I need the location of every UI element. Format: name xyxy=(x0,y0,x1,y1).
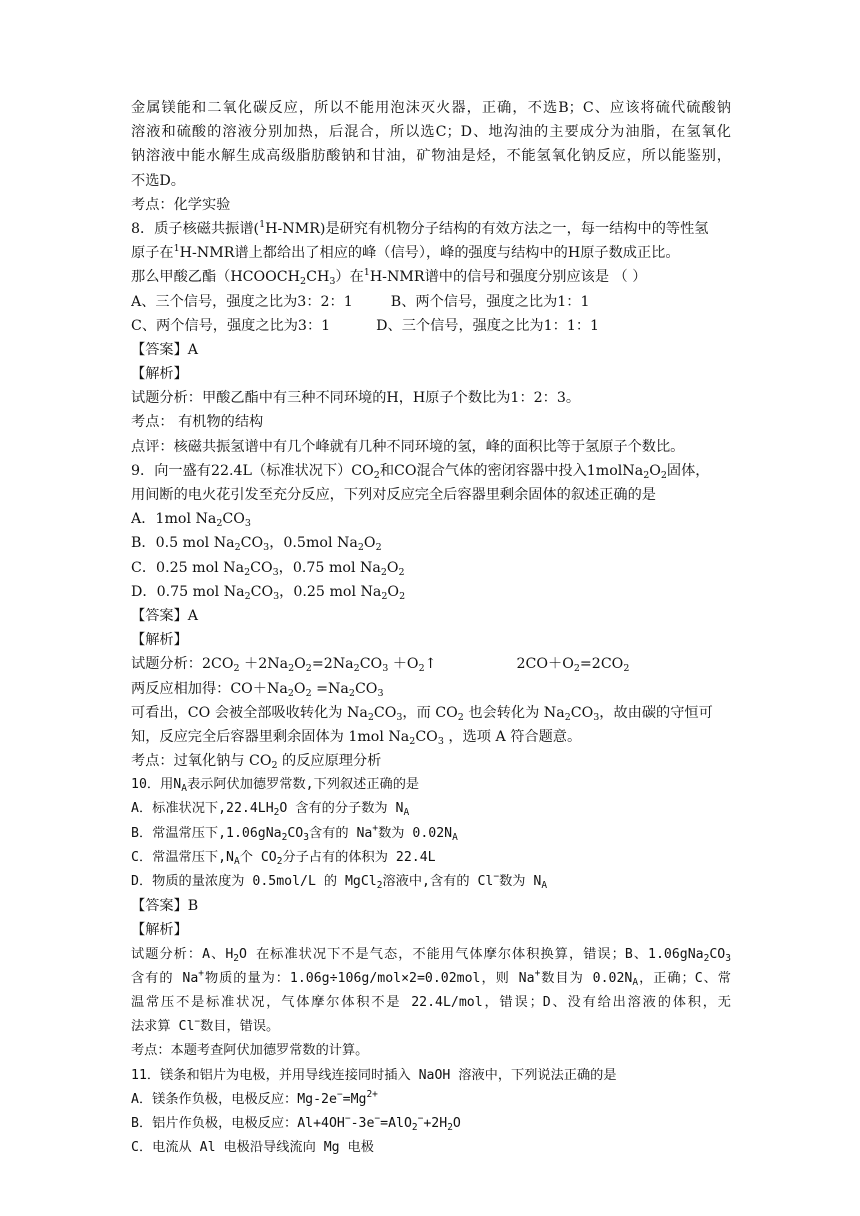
subscript: 3 xyxy=(273,590,280,602)
text: O 在标准状况下不是气态，不能用气体摩尔体积换算，错误；B、1.06gNa xyxy=(239,946,704,962)
option-a: A、三个信号，强度之比为3：2：1 xyxy=(131,293,353,310)
text: =Mg xyxy=(342,1091,367,1107)
text-line xyxy=(131,96,731,120)
text: CO xyxy=(250,583,274,600)
subscript: 3 xyxy=(244,518,251,530)
text: 2CO＋O xyxy=(516,656,574,673)
subscript: 2 xyxy=(447,1121,453,1133)
text: 考点：过氧化钠与 CO xyxy=(131,753,272,770)
text: CO xyxy=(287,825,304,841)
option-c xyxy=(131,846,731,870)
subscript: 2 xyxy=(234,542,241,554)
text: 分子占有的体积为 22.4L xyxy=(282,849,436,865)
equation-line xyxy=(131,652,731,676)
text: N xyxy=(173,777,182,793)
text: CO xyxy=(373,704,397,721)
text: A．镁条作负极，电极反应：Mg-2e xyxy=(131,1091,337,1107)
question-8-stem xyxy=(131,217,731,241)
subscript: 2 xyxy=(643,469,650,481)
text: 数目，错误。 xyxy=(200,1019,280,1035)
text: 【答案】A xyxy=(131,341,198,358)
text: C．电流从 Al 电极沿导线流向 Mg 电极 xyxy=(131,1140,374,1156)
text: A．标准状况下,22.4LH xyxy=(131,801,274,817)
option-c xyxy=(131,1136,731,1160)
text: ，0.75 mol Na xyxy=(278,559,381,576)
analysis-label xyxy=(131,918,731,942)
text: 考点： 有机物的结构 xyxy=(131,414,264,431)
analysis-label xyxy=(131,362,731,386)
text: 试题分析：2CO xyxy=(131,656,234,673)
text: 知，反应完全后容器里剩余固体为 1mol Na xyxy=(131,728,410,745)
subscript: 2 xyxy=(300,276,307,288)
text-line xyxy=(131,410,731,434)
subscript: 2 xyxy=(381,590,388,602)
subscript: 2 xyxy=(399,590,406,602)
subscript: 2 xyxy=(623,663,630,675)
text: 试题分析：A、H xyxy=(131,946,234,962)
text: CH xyxy=(306,269,330,286)
text: 物质的量为：1.06g÷106g/mol×2=0.02mol，则 Na xyxy=(204,970,535,986)
text-line xyxy=(131,991,731,1015)
text: 8．质子核磁共振谱( xyxy=(131,220,260,237)
text: CO xyxy=(709,946,726,962)
text-line xyxy=(131,1039,731,1063)
text: D．物质的量浓度为 0.5mol/L 的 MgCl xyxy=(131,874,377,889)
answer-label xyxy=(131,894,731,918)
text: =2CO xyxy=(579,656,624,673)
subscript: A xyxy=(452,831,458,843)
subscript: 3 xyxy=(437,735,444,747)
superscript: + xyxy=(534,967,541,979)
subscript: 2 xyxy=(281,831,288,843)
subscript: 2 xyxy=(305,687,312,699)
subscript: A xyxy=(541,880,548,891)
text: 含有的 Na xyxy=(131,970,199,986)
text: 溶液和硫酸的溶液分别加热，后混合，所以选C；D、地沟油的主要成分为油脂，在氢氧化 xyxy=(131,124,731,141)
text: 数为 0.02N xyxy=(378,825,453,841)
options-line xyxy=(131,290,731,314)
text-line xyxy=(131,435,731,459)
text: ，0.25 mol Na xyxy=(279,583,382,600)
text: 那么甲酸乙酯（HCOOCH xyxy=(131,269,301,286)
text: O xyxy=(294,656,306,673)
subscript: 2 xyxy=(353,663,360,675)
text: 【解析】 xyxy=(131,632,188,649)
superscript: + xyxy=(198,967,204,979)
text: C．常温常压下,N xyxy=(131,849,234,865)
text-line xyxy=(131,725,731,749)
text: CO xyxy=(222,511,245,528)
subscript: 3 xyxy=(263,542,270,554)
text: O xyxy=(293,680,306,697)
superscript: 2+ xyxy=(366,1088,378,1100)
superscript: + xyxy=(372,822,379,834)
subscript: 2 xyxy=(409,735,416,747)
subscript: 2 xyxy=(376,880,383,891)
subscript: 2 xyxy=(287,687,294,699)
text: 含有的 Na xyxy=(308,825,373,841)
text: 也会转化为 Na xyxy=(463,704,565,721)
text: CO xyxy=(415,728,438,745)
text: ，选项 A 符合题意。 xyxy=(443,728,582,745)
option-b xyxy=(131,531,731,555)
text-line xyxy=(131,144,731,168)
subscript: 2 xyxy=(418,663,425,675)
text: 钠溶液中能水解生成高级脂肪酸钠和甘油，矿物油是烃，不能氢氧化钠反应，所以能鉴别， xyxy=(131,148,731,165)
text: 和CO混合气体的密闭容器中投入1molNa xyxy=(379,462,644,479)
subscript: 2 xyxy=(375,542,382,554)
text: 10．用 xyxy=(131,777,174,793)
text: ↑ xyxy=(424,656,437,673)
text: D．0.75 mol Na xyxy=(131,583,245,600)
text-line xyxy=(131,193,731,217)
text: A．1mol Na xyxy=(131,511,217,528)
text-line xyxy=(131,967,731,991)
text-line xyxy=(131,1015,731,1039)
question-11-stem xyxy=(131,1064,731,1088)
text: ＋O xyxy=(388,656,419,673)
text-line xyxy=(131,265,731,289)
text-line xyxy=(131,943,731,967)
text: 点评：核磁共振氢谱中有几个峰就有几种不同环境的氢，峰的面积比等于氢原子个数比。 xyxy=(131,438,685,455)
text: ＋2Na xyxy=(239,656,289,673)
subscript: 2 xyxy=(660,469,667,481)
text: 考点：化学实验 xyxy=(131,196,231,213)
text: B．铝片作负极，电极反应：Al+4OH xyxy=(131,1115,345,1131)
subscript: 2 xyxy=(233,663,240,675)
text: 温常压不是标准状况，气体摩尔体积不是 22.4L/mol，错误；D、没有给出溶液的体积，无 xyxy=(131,994,731,1010)
subscript: 3 xyxy=(377,687,384,699)
text: -3e xyxy=(350,1115,375,1131)
subscript: 3 xyxy=(272,566,279,578)
subscript: 2 xyxy=(564,711,571,723)
subscript: 3 xyxy=(593,711,600,723)
text: 表示阿伏加德罗常数,下列叙述正确的是 xyxy=(186,777,420,793)
subscript: A xyxy=(181,783,187,795)
text: O 含有的分子数为 N xyxy=(279,801,404,817)
subscript: 2 xyxy=(398,566,405,578)
superscript: − xyxy=(417,1112,424,1124)
subscript: 2 xyxy=(357,542,364,554)
text-line xyxy=(131,120,731,144)
subscript: A xyxy=(632,976,639,988)
option-a xyxy=(131,507,731,531)
text: B．0.5 mol Na xyxy=(131,535,235,552)
superscript: − xyxy=(374,1112,381,1124)
text-line xyxy=(131,483,731,507)
option-b xyxy=(131,822,731,846)
text-line xyxy=(131,386,731,410)
subscript: 2 xyxy=(573,663,580,675)
text: 溶液中,含有的 Cl xyxy=(382,874,494,889)
option-c: C、两个信号，强度之比为3：1 xyxy=(131,317,331,334)
text-line xyxy=(131,241,731,265)
text: 【解析】 xyxy=(131,922,188,939)
text-line xyxy=(131,169,731,193)
answer-label xyxy=(131,604,731,628)
text: 法求算 Cl xyxy=(131,1019,195,1035)
text: B．常温常压下,1.06gNa xyxy=(131,825,282,841)
question-10-stem xyxy=(131,773,731,797)
text: 的反应原理分析 xyxy=(277,753,382,770)
superscript: − xyxy=(194,1016,201,1028)
text: +2H xyxy=(423,1115,448,1131)
option-b: B、两个信号，强度之比为1：1 xyxy=(390,293,590,310)
question-9-stem xyxy=(131,459,731,483)
text: 可看出，CO 会被全部吸收转化为 Na xyxy=(131,704,368,721)
text: 个 CO xyxy=(239,849,277,865)
subscript: 2 xyxy=(305,663,312,675)
subscript: 2 xyxy=(276,855,283,867)
subscript: 3 xyxy=(382,663,389,675)
text: =2Na xyxy=(311,656,354,673)
option-a xyxy=(131,797,731,821)
text: 试题分析：甲酸乙酯中有三种不同环境的H，H原子个数比为1：2：3。 xyxy=(131,390,581,407)
text: 两反应相加得：CO＋Na xyxy=(131,680,288,697)
text: O xyxy=(387,583,400,600)
subscript: 3 xyxy=(329,276,336,288)
text: CO xyxy=(250,559,273,576)
text: CO xyxy=(570,704,594,721)
subscript: 2 xyxy=(457,711,464,723)
option-c xyxy=(131,556,731,580)
text: O xyxy=(363,535,376,552)
text: O xyxy=(452,1115,461,1131)
superscript: − xyxy=(336,1088,343,1100)
subscript: 2 xyxy=(244,566,251,578)
subscript: 2 xyxy=(273,807,280,819)
text: CO xyxy=(354,680,378,697)
subscript: 3 xyxy=(396,711,403,723)
text: CO xyxy=(240,535,264,552)
option-b xyxy=(131,1112,731,1136)
text: C．0.25 mol Na xyxy=(131,559,245,576)
text: H-NMR谱上都给出了相应的峰（信号），峰的强度与结构中的H原子数成正比。 xyxy=(179,245,680,262)
text-line xyxy=(131,749,731,773)
text: 【答案】B xyxy=(131,898,199,915)
text: =Na xyxy=(311,680,349,697)
subscript: A xyxy=(233,855,240,867)
subscript: 2 xyxy=(367,711,374,723)
subscript: 2 xyxy=(380,566,387,578)
text: ，正确；C、常 xyxy=(638,970,731,986)
answer-label xyxy=(131,338,731,362)
subscript: 2 xyxy=(703,952,710,964)
superscript: 1 xyxy=(363,267,370,279)
text: 数目为 0.02N xyxy=(540,970,633,986)
option-a xyxy=(131,1088,731,1112)
text: 【答案】A xyxy=(131,607,198,624)
subscript: 2 xyxy=(288,663,295,675)
text: 9．向一盛有22.4L（标准状况下）CO xyxy=(131,462,374,479)
subscript: 3 xyxy=(725,952,731,964)
text: ，故由碳的守恒可 xyxy=(599,704,713,721)
subscript: 2 xyxy=(411,1121,418,1133)
text: CO xyxy=(359,656,383,673)
subscript: 2 xyxy=(216,518,223,530)
text: 用间断的电火花引发至充分反应，下列对反应完全后容器里剩余固体的叙述正确的是 xyxy=(131,487,656,503)
subscript: 2 xyxy=(244,590,251,602)
analysis-label xyxy=(131,628,731,652)
text: ，而 CO xyxy=(402,704,458,721)
subscript: 2 xyxy=(348,687,355,699)
text: 固体， xyxy=(666,462,710,479)
text: =AlO xyxy=(380,1115,412,1131)
text-line xyxy=(131,701,731,725)
text: 数为 N xyxy=(499,874,542,889)
superscript: 1 xyxy=(259,218,266,230)
text: 【解析】 xyxy=(131,366,188,383)
text: 原子在 xyxy=(131,245,174,262)
text: 考点：本题考查阿伏加德罗常数的计算。 xyxy=(131,1043,369,1059)
text: ）在 xyxy=(335,269,364,286)
equation-line xyxy=(131,677,731,701)
document-body xyxy=(131,96,731,1160)
superscript: − xyxy=(493,871,500,882)
text: 11．镁条和铝片为电极，并用导线连接同时插入 NaOH 溶液中，下列说法正确的是 xyxy=(131,1067,617,1083)
option-d xyxy=(131,870,731,894)
superscript: 1 xyxy=(173,243,180,255)
text: 不选D。 xyxy=(131,172,185,189)
subscript: 3 xyxy=(303,831,309,843)
text: 金属镁能和二氧化碳反应，所以不能用泡沫灭火器，正确，不选B；C、应该将硫代硫酸钠 xyxy=(131,100,731,116)
text: O xyxy=(386,559,399,576)
option-d: D、三个信号，强度之比为1：1：1 xyxy=(376,317,600,334)
superscript: − xyxy=(344,1112,351,1124)
subscript: A xyxy=(403,807,410,819)
subscript: 2 xyxy=(373,469,380,481)
text: H-NMR)是研究有机物分子结构的有效方法之一，每一结构中的等性氢 xyxy=(265,220,709,237)
text: ，0.5mol Na xyxy=(269,535,358,552)
text: H-NMR谱中的信号和强度分别应该是 （ ） xyxy=(369,269,647,286)
subscript: 2 xyxy=(233,952,240,964)
text: O xyxy=(649,462,661,479)
option-d xyxy=(131,580,731,604)
options-line xyxy=(131,314,731,338)
subscript: 2 xyxy=(271,760,278,772)
